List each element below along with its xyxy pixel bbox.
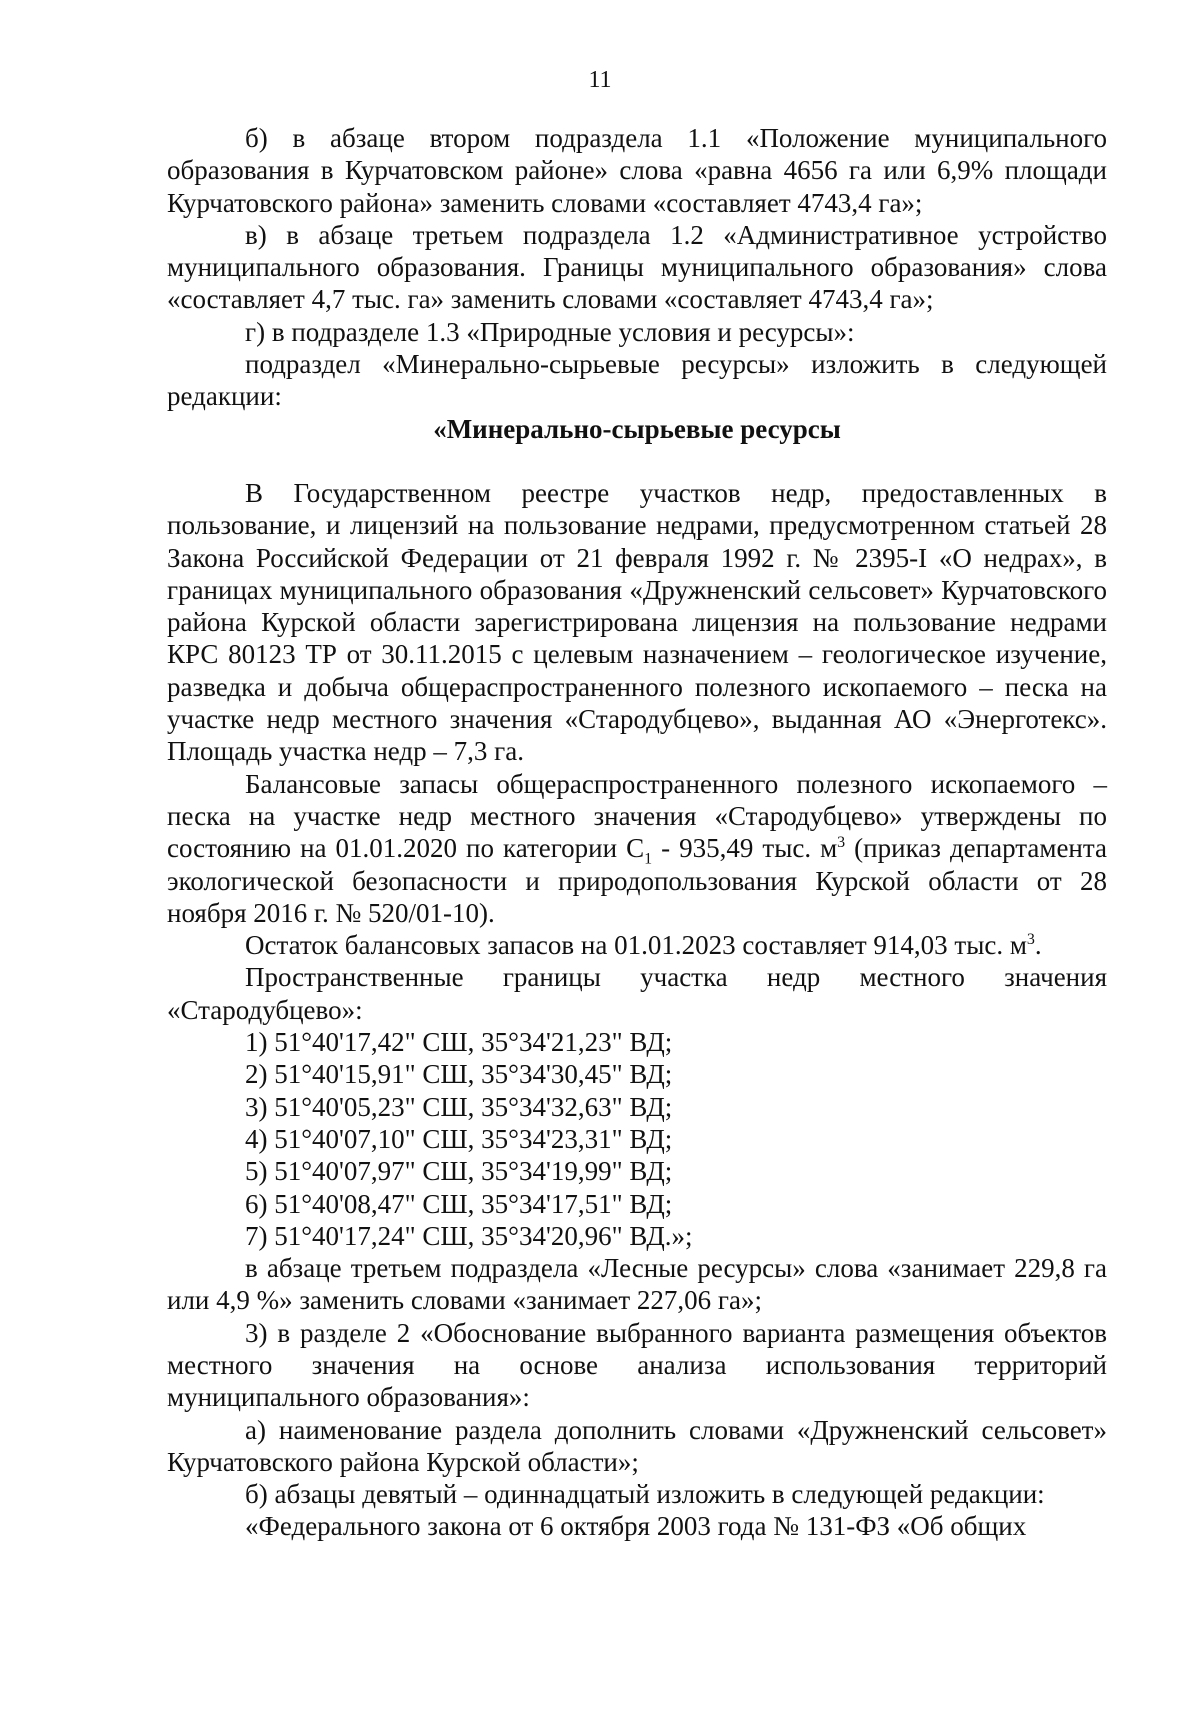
blank-line (167, 445, 1107, 477)
paragraph-item-g: г) в подразделе 1.3 «Природные условия и ресурсы»: (245, 316, 855, 347)
paragraph-federal-law: «Федерального закона от 6 октября 2003 года № 131-ФЗ «Об общих (245, 1511, 1027, 1542)
paragraph-item-b: б) в абзаце втором подраздела 1.1 «Положение муниципального образования в Курчатовском районе» слова «равна 4656 га или 6,9% площади Курчатовского района» заменить словами «составляет 4743,4 га»; (167, 123, 1107, 218)
section-heading: «Минерально-сырьевые ресурсы (433, 413, 841, 444)
remainder-text: Остаток балансовых запасов на 01.01.2023 составляет 914,03 тыс. м (245, 930, 1027, 961)
paragraph-boundaries: Пространственные границы участка недр местного значения «Стародубцево»: (167, 962, 1107, 1025)
coordinate-item: 5) 51°40'07,97" СШ, 35°34'19,99" ВД; (245, 1156, 673, 1187)
paragraph-remainder (167, 929, 1107, 961)
coordinate-item: 1) 51°40'17,42" СШ, 35°34'21,23" ВД; (245, 1027, 673, 1058)
page-number: 11 (588, 67, 612, 93)
coordinates-list (167, 1026, 1107, 1252)
reserves-text-2: - 935,49 тыс. м (652, 833, 838, 864)
paragraph-license: В Государственном реестре участков недр, предоставленных в пользование, и лицензий на пользование недрами, предусмотренном статьей 28 Закона Российской Федерации от 21 февраля 1992 г. № 2395-I «О недрах», в границах муниципального образования «Дружненский сельсовет» Курчатовского района Курской области зарегистрирована лицензия на пользование недрами КРС 80123 ТР от 30.11.2015 с целевым назначением – геологическое изучение, разведка и добыча общераспространенного полезного ископаемого – песка на участке недр местного значения «Стародубцево», выданная АО «Энерготекс». Площадь участка недр – 7,3 га. (167, 477, 1107, 767)
paragraph-forest-resources: в абзаце третьем подраздела «Лесные ресурсы» слова «занимает 229,8 га или 4,9 %» заменить словами «занимает 227,06 га»; (167, 1253, 1107, 1316)
paragraph-item-b-2: б) абзацы девятый – одиннадцатый изложить в следующей редакции: (245, 1479, 1045, 1510)
reserves-text-3: (приказ департамента экологической безопасности и природопользования Курской области от 28 ноября 2016 г. № 520/01-10). (167, 833, 1107, 928)
document-body (167, 122, 1107, 1543)
coordinate-item: 2) 51°40'15,91" СШ, 35°34'30,45" ВД; (245, 1059, 673, 1090)
category-subscript: 1 (644, 850, 653, 868)
paragraph-reserves (167, 768, 1107, 929)
coordinate-item: 3) 51°40'05,23" СШ, 35°34'32,63" ВД; (245, 1091, 673, 1122)
reserves-text-1: Балансовые запасы общераспространенного полезного ископаемого – песка на участке недр местного значения «Стародубцево» утверждены по состоянию на 01.01.2020 по категории С (167, 768, 1107, 864)
cubic-superscript: 3 (837, 834, 846, 852)
coordinate-item: 4) 51°40'07,10" СШ, 35°34'23,31" ВД; (245, 1123, 673, 1154)
coordinate-item: 6) 51°40'08,47" СШ, 35°34'17,51" ВД; (245, 1188, 673, 1219)
coordinate-item: 7) 51°40'17,24" СШ, 35°34'20,96" ВД.»; (245, 1220, 693, 1251)
paragraph-subsection-intro: подраздел «Минерально-сырьевые ресурсы» изложить в следующей редакции: (167, 349, 1107, 412)
paragraph-section-2: 3) в разделе 2 «Обоснование выбранного варианта размещения объектов местного значения на основе анализа использования территорий муниципального образования»: (167, 1317, 1107, 1413)
remainder-end: . (1034, 930, 1042, 961)
remainder-superscript: 3 (1026, 931, 1035, 949)
paragraph-item-a: а) наименование раздела дополнить словами «Дружненский сельсовет» Курчатовского района Курской области»; (167, 1414, 1107, 1477)
paragraph-item-v: в) в абзаце третьем подраздела 1.2 «Административное устройство муниципального образования. Границы муниципального образования» слова «составляет 4,7 тыс. га» заменить словами «составляет 4743,4 га»; (167, 219, 1107, 315)
